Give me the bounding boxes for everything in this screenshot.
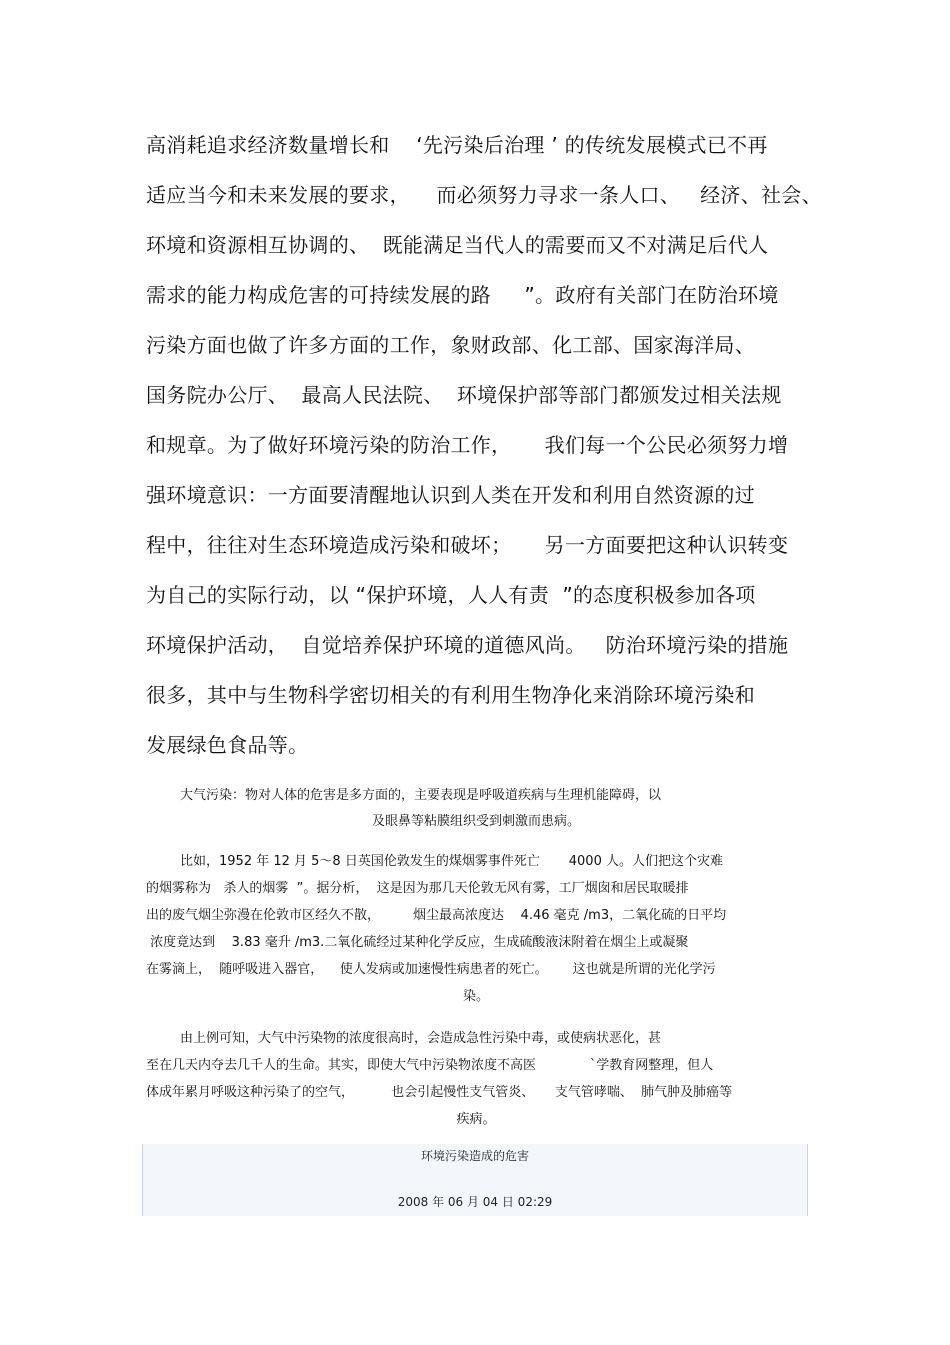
main-line: 和规章。为了做好环境污染的防治工作， 我们每一个公民必须努力增: [146, 433, 789, 457]
air-line: 及眼鼻等粘膜组织受到刺激而患病。: [371, 814, 580, 829]
chronic-line: 疾病。: [456, 1112, 496, 1127]
main-line: 环境保护活动， 自觉培养保护环境的道德风尚。 防治环境污染的措施: [146, 633, 789, 657]
london-line: 比如，1952 年 12 月 5～8 日英国伦敦发生的煤烟雾事件死亡 4000 人。人们把这个灾难: [180, 854, 723, 869]
london-line: 浓度竟达到 3.83 毫升 /m3.二氧化硫经过某种化学反应，生成硫酸液沫附着在烟尘上或凝聚: [146, 935, 689, 950]
main-line: 需求的能力构成危害的可持续发展的路 ”。政府有关部门在防治环境: [146, 283, 779, 307]
london-line: 染。: [462, 989, 489, 1004]
air-line: 大气污染：物对人体的危害是多方面的，主要表现是呼吸道疾病与生理机能障碍，以: [180, 788, 662, 803]
main-line: 国务院办公厅、 最高人民法院、 环境保护部等部门都颁发过相关法规: [146, 383, 782, 407]
chronic-line: 至在几天内夺去几千人的生命。其实，即使大气中污染物浓度不高医 `学教育网整理，但人: [146, 1058, 714, 1073]
main-line: 为自己的实际行动，以 “保护环境，人人有责 ”的态度积极参加各项: [146, 583, 756, 607]
article-date: 2008 年 06 月 04 日 02:29: [397, 1195, 553, 1209]
main-line: 高消耗追求经济数量增长和 ‘先污染后治理 ’ 的传统发展模式已不再: [146, 133, 768, 157]
main-line: 发展绿色食品等。: [146, 733, 309, 757]
main-line: 很多，其中与生物科学密切相关的有利用生物净化来消除环境污染和: [146, 683, 755, 707]
main-line: 污染方面也做了许多方面的工作，象财政部、化工部、国家海洋局、: [146, 333, 755, 357]
article-info-box: [142, 1144, 808, 1216]
article-title: 环境污染造成的危害: [420, 1149, 529, 1163]
chronic-line: 体成年累月呼吸这种污染了的空气， 也会引起慢性支气管炎、 支气管哮喘、 肺气肿及肺癌等: [146, 1085, 733, 1100]
chronic-line: 由上例可知，大气中污染物的浓度很高时，会造成急性污染中毒，或使病状恶化，甚: [180, 1031, 662, 1046]
london-line: 的烟雾称为 杀人的烟雾 ”。据分析， 这是因为那几天伦敦无风有雾，工厂烟囱和居民取暖排: [146, 881, 689, 896]
main-line: 环境和资源相互协调的、 既能满足当代人的需要而又不对满足后代人: [146, 233, 769, 257]
main-line: 强环境意识：一方面要清醒地认识到人类在开发和利用自然资源的过: [146, 483, 755, 507]
london-line: 出的废气烟尘弥漫在伦敦市区经久不散， 烟尘最高浓度达 4.46 毫克 /m3，二氧化硫的日平均: [146, 908, 727, 923]
main-line: 程中，往往对生态环境造成污染和破坏； 另一方面要把这种认识转变: [146, 533, 789, 557]
london-line: 在雾滴上， 随呼吸进入器官， 使人发病或加速慢性病患者的死亡。 这也就是所谓的光化学污: [146, 962, 716, 977]
main-line: 适应当今和未来发展的要求， 而必须努力寻求一条人口、 经济、社会、: [146, 183, 822, 207]
